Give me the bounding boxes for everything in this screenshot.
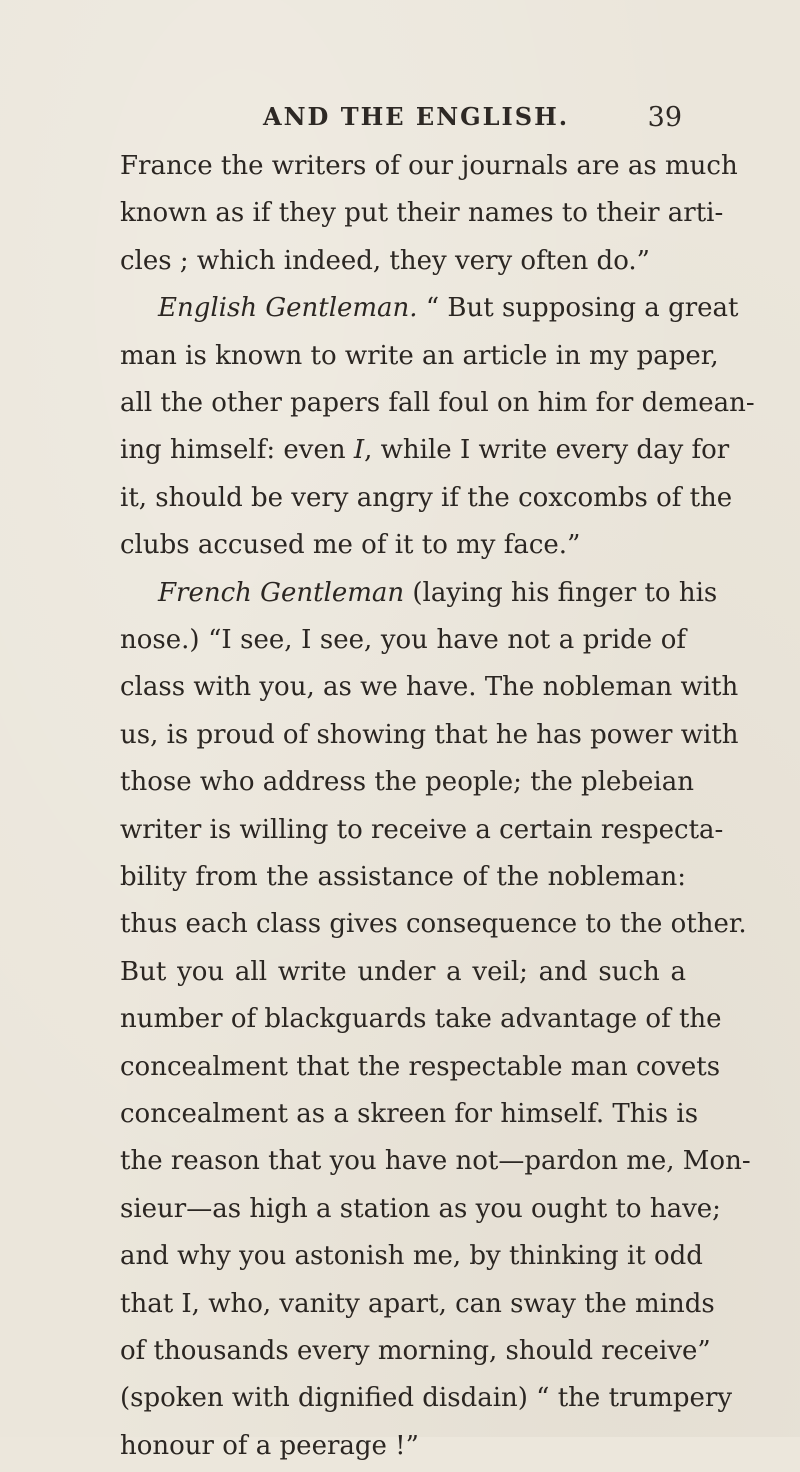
text-span: those who address the people; the plebeian [120,767,694,798]
text-span: concealment that the respectable man covets [120,1051,721,1082]
text-span: it, should be very angry if the coxcombs of the [120,482,733,513]
text-span: honour of a peerage !” [120,1430,419,1461]
text-line [120,1278,715,1330]
text-line [120,424,730,476]
text-span: nose.) “I see, I see, you have not a pride of [120,625,686,655]
text-line [120,1135,751,1187]
text-span: known as if they put their names to their arti- [120,198,724,229]
text-line [120,1183,721,1235]
text-line [158,567,718,619]
text-span: (laying his finger to his [404,577,718,608]
italic-text: French Gentleman [158,577,405,608]
text-line [120,946,686,998]
text-line [120,1041,721,1093]
text-line [120,1420,686,1472]
italic-text: English Gentleman. [158,293,418,324]
text-span: France the writers of our journals are as much [120,151,738,181]
text-line [120,756,694,808]
text-line [120,377,755,429]
text-span: , while I write every day for [364,435,730,466]
text-line [120,1088,699,1140]
page-number: 39 [647,102,682,133]
text-line [120,804,724,856]
text-span: number of blackguards take advantage of the [120,1004,722,1035]
text-span: man is known to write an article in my paper, [120,340,719,371]
text-span: ing himself: even [120,435,354,466]
text-line [120,614,686,666]
text-line [120,519,686,571]
text-span: bility from the assistance of the nobleman: [120,862,686,892]
text-span: that I, who, vanity apart, can sway the minds [120,1288,715,1319]
text-line [120,661,739,713]
text-line [120,1230,703,1282]
text-span: and why you astonish me, by thinking it odd [120,1241,703,1272]
running-head: AND THE ENGLISH. [263,102,570,131]
text-span: But you all write under a veil; and such a [120,956,686,987]
text-line [120,235,686,287]
text-line [120,140,738,192]
text-span: “ But supposing a great [417,293,739,324]
text-line [120,330,719,382]
text-line [120,898,747,950]
text-line [120,993,722,1045]
text-span: us, is proud of showing that he has power with [120,719,739,750]
text-span: concealment as a skreen for himself. This is [120,1099,699,1129]
text-line [120,709,739,761]
text-line [120,187,724,239]
text-span: all the other papers fall foul on him for demean- [120,388,755,418]
text-line [120,851,686,903]
page-header [0,102,800,142]
text-span: clubs accused me of it to my face.” [120,530,581,561]
text-span: (spoken with dignified disdain) “ the trumpery [120,1383,733,1414]
text-span: the reason that you have not—pardon me, Mon- [120,1146,751,1177]
text-line [120,472,733,524]
text-span: writer is willing to receive a certain respecta- [120,814,724,845]
text-span: of thousands every morning, should receive” [120,1336,711,1366]
text-span: sieur—as high a station as you ought to have; [120,1193,721,1224]
text-span: class with you, as we have. The nobleman with [120,672,739,703]
text-line [120,1372,733,1424]
italic-text: I [353,435,365,466]
text-span: thus each class gives consequence to the other. [120,909,747,940]
text-span: cles ; which indeed, they very often do.” [120,245,650,276]
text-line [120,1325,711,1377]
text-line [158,282,739,334]
